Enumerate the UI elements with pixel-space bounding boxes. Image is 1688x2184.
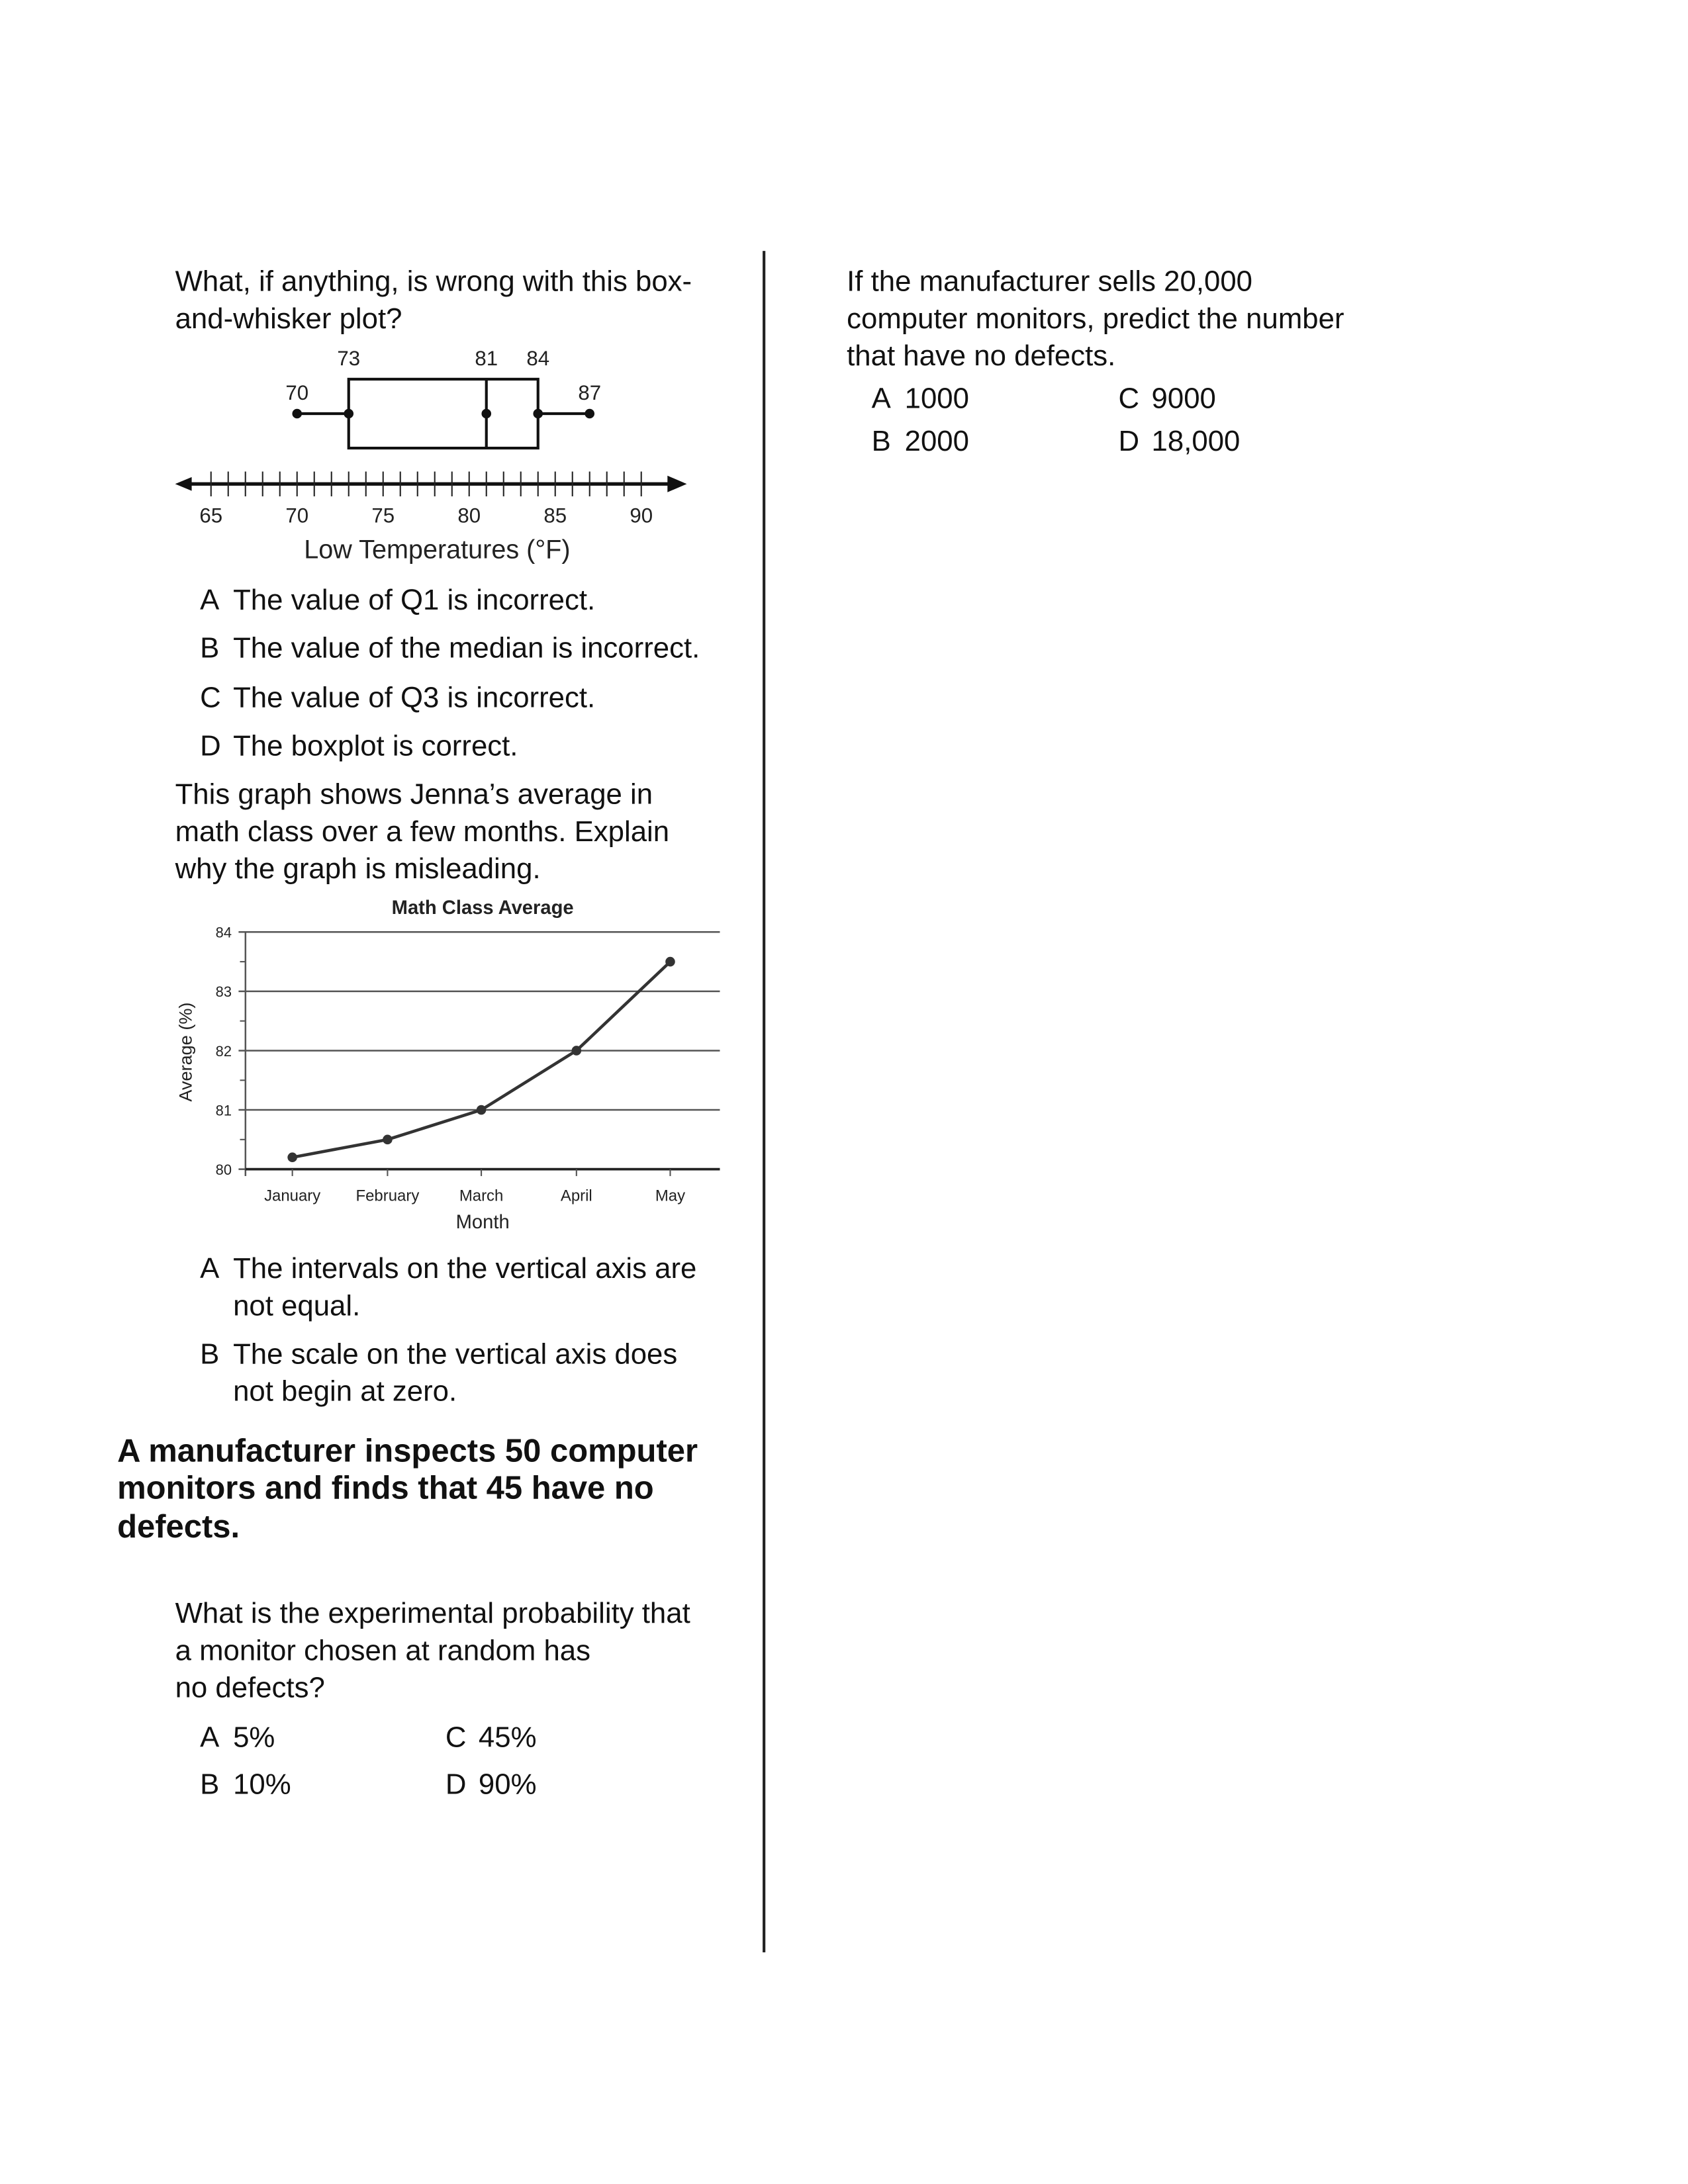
y-tick-label: 82 — [215, 1042, 232, 1060]
axis-tick-label: 85 — [543, 504, 567, 527]
q3-prompt-line: no defects? — [175, 1672, 325, 1704]
q4-prompt-line: computer monitors, predict the number — [847, 303, 1344, 336]
problem-heading-line: monitors and finds that 45 have no — [117, 1469, 654, 1506]
q4-option-b[interactable] — [872, 424, 969, 461]
x-axis-title: Month — [455, 1212, 510, 1234]
y-axis-title: Average (%) — [175, 1002, 196, 1102]
option-letter: B — [200, 633, 220, 665]
q4-option-c[interactable] — [1119, 381, 1216, 418]
option-text: 1000 — [904, 383, 969, 416]
option-text: 45% — [478, 1722, 537, 1754]
q4-prompt-line: that have no defects. — [847, 340, 1116, 373]
option-text: The value of the median is incorrect. — [233, 633, 700, 665]
option-letter: C — [200, 682, 221, 715]
option-text: The boxplot is correct. — [233, 731, 518, 763]
x-tick-label: April — [560, 1187, 592, 1205]
option-text: 10% — [233, 1768, 291, 1801]
value-label: 81 — [475, 347, 498, 371]
q3-option-b[interactable] — [200, 1766, 291, 1803]
q3-option-a[interactable] — [200, 1719, 275, 1756]
x-tick-label: May — [655, 1187, 686, 1205]
q3-option-d[interactable] — [445, 1766, 537, 1803]
option-text: The intervals on the vertical axis are — [233, 1253, 697, 1285]
data-point — [572, 1046, 582, 1056]
q3-prompt-line: a monitor chosen at random has — [175, 1635, 591, 1667]
data-point — [383, 1135, 393, 1145]
value-label: 84 — [526, 347, 550, 371]
q1-prompt-line: and-whisker plot? — [175, 303, 402, 336]
option-letter: B — [871, 426, 891, 458]
option-letter: D — [200, 731, 221, 763]
problem-heading-line: A manufacturer inspects 50 computer — [117, 1432, 698, 1469]
option-letter: A — [200, 584, 220, 617]
chart-title: Math Class Average — [391, 897, 574, 919]
q1-prompt-line: What, if anything, is wrong with this box- — [175, 266, 692, 298]
value-label: 73 — [337, 347, 361, 371]
q4-prompt-line: If the manufacturer sells 20,000 — [847, 266, 1252, 298]
data-point — [287, 1152, 297, 1162]
value-label: 70 — [285, 381, 309, 405]
q2-option-a[interactable] — [200, 1251, 696, 1325]
q2-option-b[interactable] — [200, 1336, 677, 1410]
y-tick-label: 83 — [215, 983, 232, 1001]
option-letter: A — [200, 1253, 220, 1285]
y-tick-label: 81 — [215, 1102, 232, 1119]
axis-tick-label: 65 — [199, 504, 223, 527]
axis-tick-label: 75 — [371, 504, 395, 527]
problem-heading-line: defects. — [117, 1508, 240, 1545]
option-text: 90% — [478, 1768, 537, 1801]
option-text: not begin at zero. — [233, 1376, 457, 1408]
axis-tick-label: 70 — [285, 504, 309, 527]
axis-tick-label: 80 — [457, 504, 481, 527]
q4-option-a[interactable] — [872, 381, 969, 418]
option-text: The value of Q1 is incorrect. — [233, 584, 596, 617]
axis-title: Low Temperatures (°F) — [304, 535, 571, 565]
option-letter: A — [871, 383, 891, 416]
option-text: 9000 — [1151, 383, 1216, 416]
option-letter: C — [445, 1722, 467, 1754]
option-letter: B — [200, 1338, 220, 1371]
option-text: The value of Q3 is incorrect. — [233, 682, 596, 715]
option-letter: D — [445, 1768, 467, 1801]
axis-tick-label: 90 — [630, 504, 653, 527]
value-label: 87 — [578, 381, 602, 405]
q2-prompt-line: math class over a few months. Explain — [175, 816, 670, 848]
q3-prompt-line: What is the experimental probability that — [175, 1598, 690, 1630]
x-tick-label: January — [264, 1187, 321, 1205]
option-text: 5% — [233, 1722, 275, 1754]
y-tick-label: 80 — [215, 1161, 232, 1178]
q3-option-c[interactable] — [445, 1719, 537, 1756]
option-letter: D — [1118, 426, 1140, 458]
q4-option-d[interactable] — [1119, 424, 1241, 461]
q2-prompt-line: why the graph is misleading. — [175, 853, 541, 886]
q2-prompt-line: This graph shows Jenna’s average in — [175, 779, 653, 811]
y-tick-label: 84 — [215, 924, 232, 941]
option-letter: A — [200, 1722, 220, 1754]
option-text: not equal. — [233, 1290, 361, 1322]
option-text: The scale on the vertical axis does — [233, 1338, 678, 1371]
option-text: 18,000 — [1151, 426, 1241, 458]
option-text: 2000 — [904, 426, 969, 458]
x-tick-label: February — [355, 1187, 420, 1205]
option-letter: B — [200, 1768, 220, 1801]
data-point — [665, 957, 675, 967]
option-letter: C — [1118, 383, 1140, 416]
data-point — [477, 1105, 487, 1115]
x-tick-label: March — [459, 1187, 504, 1205]
